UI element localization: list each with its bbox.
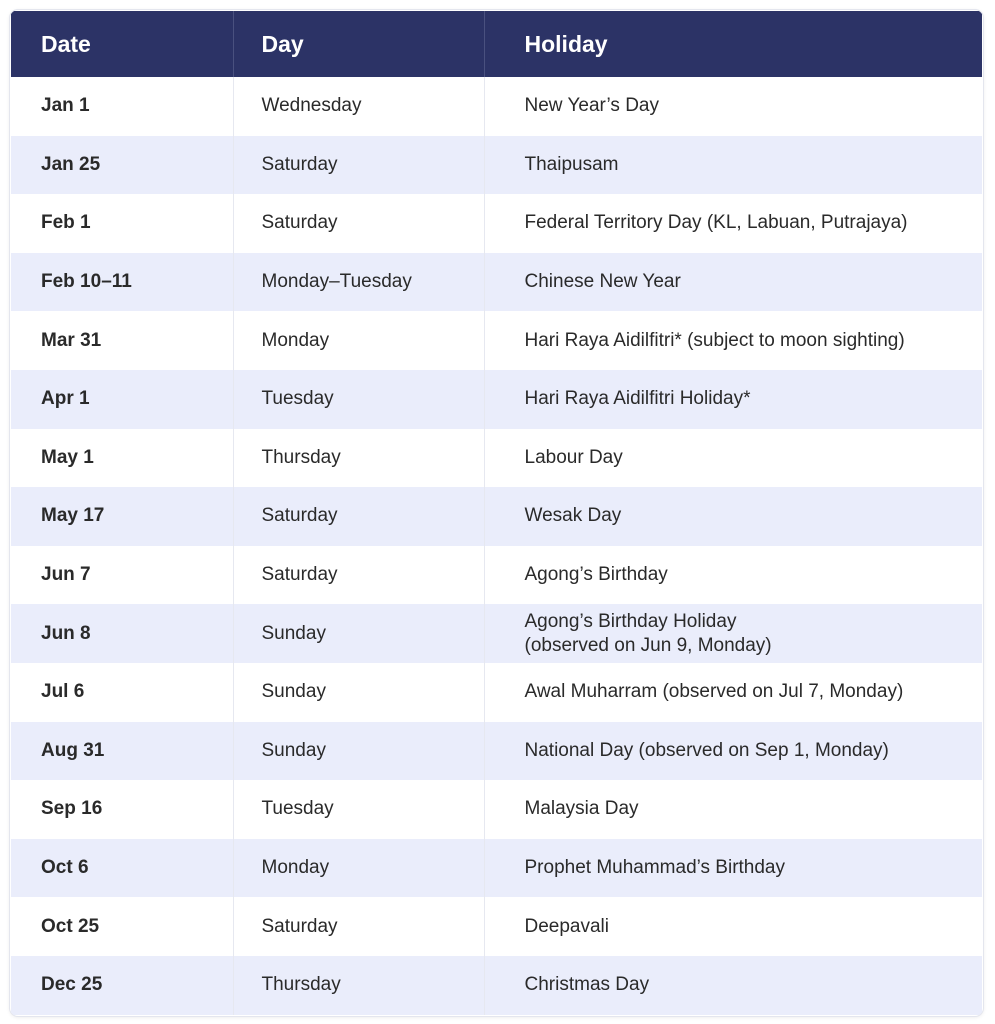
- date-cell: Jun 7: [11, 546, 233, 605]
- holiday-cell: Prophet Muhammad’s Birthday: [524, 857, 785, 879]
- holiday-cell: Christmas Day: [524, 974, 650, 996]
- date-cell: Jun 8: [11, 604, 233, 663]
- day-cell: Sunday: [233, 663, 484, 722]
- holiday-cell: Federal Territory Day (KL, Labuan, Putrajaya): [524, 212, 908, 234]
- column-header-holiday: Holiday: [524, 30, 608, 57]
- table-row: [11, 136, 982, 195]
- table-row: [11, 194, 982, 253]
- table-header: [11, 11, 982, 77]
- day-cell: Monday: [233, 311, 484, 370]
- day-cell: Tuesday: [233, 370, 484, 429]
- holiday-cell: Chinese New Year: [524, 271, 681, 293]
- holiday-cell: Malaysia Day: [524, 798, 639, 820]
- holiday-cell: Hari Raya Aidilfitri Holiday*: [524, 388, 751, 410]
- day-cell: Saturday: [233, 487, 484, 546]
- holiday-cell: Awal Muharram (observed on Jul 7, Monday): [524, 681, 904, 703]
- day-cell: Thursday: [233, 429, 484, 488]
- holiday-cell: New Year’s Day: [524, 95, 659, 117]
- table-row: [11, 429, 982, 488]
- table-row: [11, 897, 982, 956]
- holiday-cell: Agong’s Birthday: [524, 564, 668, 586]
- date-cell: Sep 16: [11, 780, 233, 839]
- table-row: [11, 311, 982, 370]
- date-cell: May 17: [11, 487, 233, 546]
- day-cell: Saturday: [233, 136, 484, 195]
- holiday-table: [11, 11, 982, 1015]
- holiday-cell: [484, 604, 982, 663]
- table-row: [11, 77, 982, 136]
- holiday-cell: Wesak Day: [524, 505, 622, 527]
- table-row: [11, 546, 982, 605]
- column-header-date: Date: [11, 11, 233, 77]
- day-cell: Saturday: [233, 546, 484, 605]
- date-cell: Apr 1: [11, 370, 233, 429]
- holiday-cell: Deepavali: [524, 915, 609, 937]
- day-cell: Sunday: [233, 722, 484, 781]
- date-cell: Aug 31: [11, 722, 233, 781]
- day-cell: Monday–Tuesday: [233, 253, 484, 312]
- table-row: [11, 370, 982, 429]
- date-cell: Feb 10–11: [11, 253, 233, 312]
- table-row: [11, 487, 982, 546]
- header-row: [11, 11, 982, 77]
- day-cell: Wednesday: [233, 77, 484, 136]
- day-cell: Sunday: [233, 604, 484, 663]
- table-row: [11, 663, 982, 722]
- holiday-cell: Hari Raya Aidilfitri* (subject to moon sighting): [524, 329, 905, 351]
- table-row: [11, 839, 982, 898]
- holiday-cell: National Day (observed on Sep 1, Monday): [524, 739, 889, 761]
- date-cell: Oct 6: [11, 839, 233, 898]
- holiday-table-card: [10, 10, 983, 1016]
- holiday-cell: Thaipusam: [524, 153, 619, 175]
- column-header-day: Day: [233, 11, 484, 77]
- table-row: [11, 604, 982, 663]
- day-cell: Monday: [233, 839, 484, 898]
- holiday-cell: Labour Day: [524, 446, 623, 468]
- day-cell: Saturday: [233, 897, 484, 956]
- day-cell: Thursday: [233, 956, 484, 1015]
- date-cell: Oct 25: [11, 897, 233, 956]
- date-cell: Mar 31: [11, 311, 233, 370]
- table-row: [11, 780, 982, 839]
- table-row: [11, 722, 982, 781]
- date-cell: Feb 1: [11, 194, 233, 253]
- day-cell: Tuesday: [233, 780, 484, 839]
- date-cell: Jan 1: [11, 77, 233, 136]
- table-body: [11, 77, 982, 1015]
- date-cell: Jul 6: [11, 663, 233, 722]
- table-row: [11, 253, 982, 312]
- holiday-name: Agong’s Birthday Holiday: [524, 610, 737, 632]
- date-cell: May 1: [11, 429, 233, 488]
- table-row: [11, 956, 982, 1015]
- date-cell: Dec 25: [11, 956, 233, 1015]
- day-cell: Saturday: [233, 194, 484, 253]
- holiday-note: (observed on Jun 9, Monday): [524, 634, 772, 656]
- date-cell: Jan 25: [11, 136, 233, 195]
